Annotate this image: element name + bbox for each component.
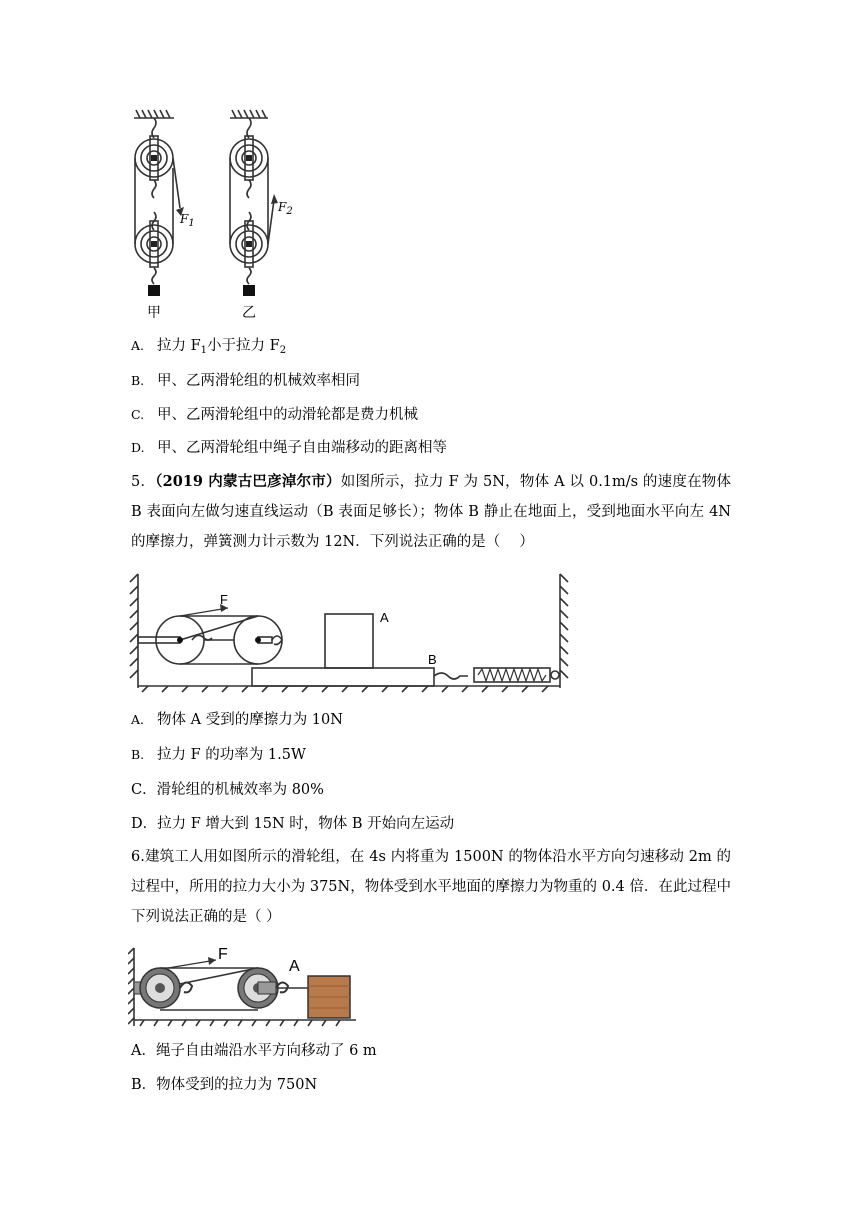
q5-option-d: D．拉力 F 增大到 15N 时，物体 B 开始向左运动 (131, 816, 455, 832)
q5-pulley-figure (128, 568, 572, 694)
q6-force-f-label: F (218, 946, 228, 963)
q4-option-a: A. 拉力 $F_1$小于拉力 $F_2$ (131, 338, 287, 356)
q6-object-a-label: A (289, 958, 300, 975)
q4-option-d: D. 甲、乙两滑轮组中绳子自由端移动的距离相等 (131, 440, 447, 456)
q6-pulley-figure (128, 944, 356, 1030)
q5-block-a-label: A (380, 610, 389, 625)
question-5-stem: 5．（2019 内蒙古巴彦淖尔市）如图所示，拉力 F 为 5N，物体 A 以 0.1m/s 的速度在物体 B 表面向左做匀速直线运动（B 表面足够长）；物体 B 静止在地面上，受到地面水平向左 4N 的摩擦力，弹簧测力计示数为 12N．下列说法正确的是（ ） (131, 473, 732, 550)
q6-option-b: B．物体受到的拉力为 750N (131, 1077, 318, 1093)
q6-diagram (128, 944, 356, 1030)
label-yi: 乙 (242, 305, 256, 321)
question-6-stem: 6.建筑工人用如图所示的滑轮组，在 4s 内将重为 1500N 的物体沿水平方向匀速移动 2m 的过程中，所用的拉力大小为 375N，物体受到水平地面的摩擦力为物重的 0.4 倍．在此过程中下列说法正确的是（ ） (131, 849, 731, 925)
q5-diagram (128, 568, 572, 694)
force-f1-label: $F_1$ (180, 212, 195, 229)
force-f2-label: $F_2$ (278, 200, 293, 217)
q5-option-c: C．滑轮组的机械效率为 80% (131, 782, 324, 798)
q5-force-f-label: F (220, 592, 228, 607)
pulley-diagram (118, 108, 298, 330)
q4-option-b: B. 甲、乙两滑轮组的机械效率相同 (131, 373, 360, 389)
q5-option-b: B. 拉力 F 的功率为 1.5W (131, 747, 306, 763)
q4-option-c: C. 甲、乙两滑轮组中的动滑轮都是费力机械 (131, 407, 418, 423)
label-jia: 甲 (147, 305, 161, 321)
q5-board-b-label: B (428, 652, 437, 667)
q5-option-a: A. 物体 A 受到的摩擦力为 10N (131, 712, 343, 728)
q6-option-a: A．绳子自由端沿水平方向移动了 6 m (131, 1043, 377, 1059)
pulley-figure-jia-yi (118, 108, 298, 330)
question-5-source: 2019 内蒙古巴彦淖尔市 (162, 473, 327, 490)
